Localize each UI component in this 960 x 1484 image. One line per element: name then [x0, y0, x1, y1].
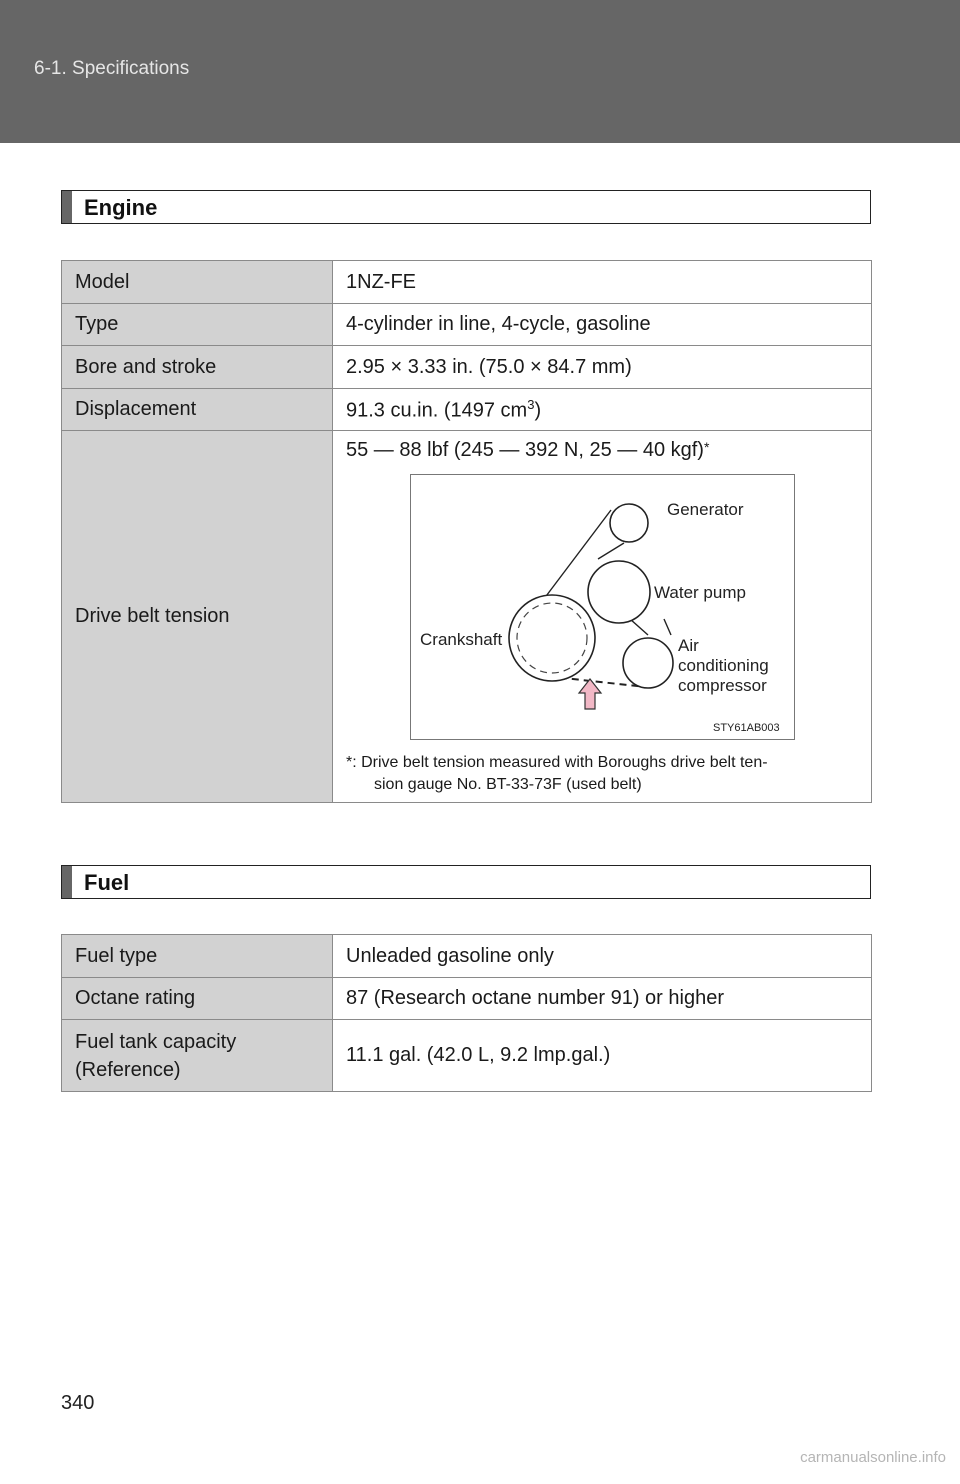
row-value-fuel-type: Unleaded gasoline only [333, 935, 872, 978]
heading-bar [62, 866, 72, 898]
row-label-octane: Octane rating [62, 978, 333, 1020]
section-breadcrumb: 6-1. Specifications [34, 58, 190, 79]
row-value-model: 1NZ-FE [333, 261, 872, 304]
belt-segment [664, 619, 671, 635]
engine-spec-table [61, 260, 872, 803]
tank-label-line2: (Reference) [75, 1058, 181, 1081]
row-label-drive-belt: Drive belt tension [62, 431, 333, 803]
engine-heading [61, 190, 871, 224]
drive-belt-diagram [410, 474, 795, 740]
watermark: carmanualsonline.info [800, 1449, 946, 1466]
table-row [62, 978, 872, 1020]
table-row [62, 1020, 872, 1092]
belt-diagram-svg [411, 475, 796, 741]
row-value-displacement [333, 389, 872, 431]
row-label-type: Type [62, 304, 333, 346]
table-row [62, 935, 872, 978]
fuel-spec-table [61, 934, 872, 1092]
table-row [62, 261, 872, 304]
displacement-text: 91.3 cu.in. (1497 cm [346, 399, 528, 422]
row-label-model: Model [62, 261, 333, 304]
belt-tension-value [346, 439, 858, 462]
table-row [62, 389, 872, 431]
belt-footnote [346, 752, 858, 796]
row-label-fuel-type: Fuel type [62, 935, 333, 978]
fuel-heading [61, 865, 871, 899]
arrow-up-icon [579, 679, 601, 709]
row-value-drive-belt [333, 431, 872, 803]
row-value-type: 4-cylinder in line, 4-cycle, gasoline [333, 304, 872, 346]
table-row [62, 431, 872, 803]
displacement-close: ) [534, 399, 542, 422]
label-ac-line2: conditioning [678, 656, 769, 675]
row-label-tank-capacity [62, 1020, 333, 1092]
row-value-bore-stroke: 2.95 × 3.33 in. (75.0 × 84.7 mm) [333, 346, 872, 389]
row-label-bore-stroke: Bore and stroke [62, 346, 333, 389]
row-value-octane: 87 (Research octane number 91) or higher [333, 978, 872, 1020]
belt-segment [630, 619, 648, 635]
table-row [62, 346, 872, 389]
ac-compressor-pulley [623, 638, 673, 688]
page-number: 340 [61, 1392, 95, 1414]
tank-label-line1: Fuel tank capacity [75, 1030, 237, 1053]
row-value-tank-capacity: 11.1 gal. (42.0 L, 9.2 lmp.gal.) [333, 1020, 872, 1092]
water-pump-pulley [588, 561, 650, 623]
fuel-heading-title: Fuel [84, 870, 130, 895]
label-crankshaft: Crankshaft [420, 630, 503, 649]
heading-bar [62, 191, 72, 223]
displacement-superscript: 3 [527, 396, 535, 412]
engine-heading-title: Engine [84, 195, 158, 220]
footnote-marker: * [703, 439, 710, 455]
label-ac-line1: Air [678, 636, 699, 655]
footnote-line2: sion gauge No. BT-33-73F (used belt) [374, 776, 642, 793]
belt-segment [598, 543, 624, 559]
generator-pulley [610, 504, 648, 542]
row-label-displacement: Displacement [62, 389, 333, 431]
table-row [62, 304, 872, 346]
belt-tension-text: 55 — 88 lbf (245 — 392 N, 25 — 40 kgf) [346, 439, 704, 461]
footnote-line1: *: Drive belt tension measured with Boroughs drive belt ten- [346, 754, 768, 771]
page-header [0, 0, 960, 143]
label-generator: Generator [667, 500, 744, 519]
crankshaft-pulley [509, 595, 595, 681]
label-water-pump: Water pump [654, 583, 746, 602]
diagram-code: STY61AB003 [713, 722, 780, 734]
label-ac-line3: compressor [678, 676, 767, 695]
